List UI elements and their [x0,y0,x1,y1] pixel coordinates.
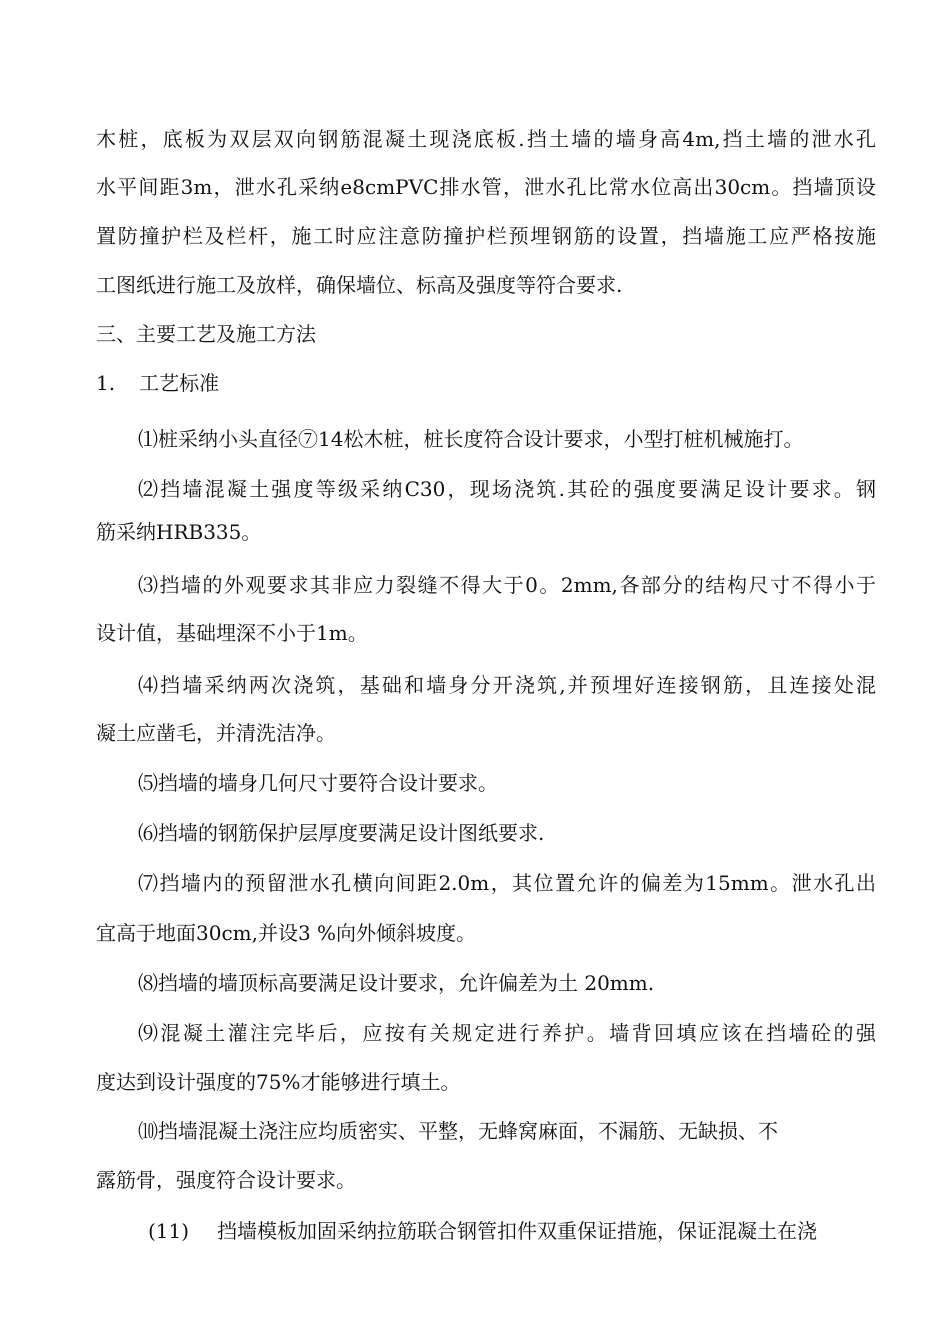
section-heading: 三、主要工艺及施工方法 [96,322,316,346]
item-8-line-1: ⑻挡墙的墙顶标高要满足设计要求，允许偏差为土 20mm. [138,971,655,995]
body-line-2: 水平间距3m，泄水孔采纳e8cmPVC排水管，泄水孔比常水位高出30cm。挡墙顶设 [96,175,876,199]
item-4-line-1: ⑷挡墙采纳两次浇筑，基础和墙身分开浇筑,并预埋好连接钢筋，且连接处混 [138,673,876,697]
item-3-line-2: 设计值，基础埋深不小于1m。 [96,621,368,645]
item-4-line-2: 凝土应凿毛，并清洗洁净。 [96,721,336,745]
subsection-number: 1. [96,371,116,395]
item-10-line-2: 露筋骨，强度符合设计要求。 [96,1168,356,1192]
subsection-heading [96,369,876,397]
item-11-line-1 [148,1217,876,1245]
item-9-line-1: ⑼混凝土灌注完毕后，应按有关规定进行养护。墙背回填应该在挡墙砼的强 [138,1021,876,1045]
item-1-line-1: ⑴桩采纳小头直径⑦14松木桩，桩长度符合设计要求，小型打桩机械施打。 [138,427,804,451]
subsection-title: 工艺标准 [139,371,220,395]
item-6-line-1: ⑹挡墙的钢筋保护层厚度要满足设计图纸要求. [138,821,545,845]
item-11-number: (11) [148,1219,190,1243]
item-11-text: 挡墙模板加固采纳拉筋联合钢管扣件双重保证措施，保证混凝土在浇 [217,1219,818,1243]
item-2-line-2: 筋采纳HRB335。 [96,520,262,544]
body-line-3: 置防撞护栏及栏杆，施工时应注意防撞护栏预埋钢筋的设置，挡墙施工应严格按施 [96,224,876,248]
body-line-1: 木桩，底板为双层双向钢筋混凝土现浇底板.挡土墙的墙身高4m,挡土墙的泄水孔 [96,127,876,151]
item-5-line-1: ⑸挡墙的墙身几何尺寸要符合设计要求。 [138,771,498,795]
item-10-line-1: ⑽挡墙混凝土浇注应均质密实、平整，无蜂窝麻面，不漏筋、无缺损、不 [138,1119,778,1143]
item-7-line-2: 宜高于地面30cm,并设3 %向外倾斜坡度。 [96,921,477,945]
item-7-line-1: ⑺挡墙内的预留泄水孔横向间距2.0m，其位置允许的偏差为15mm。泄水孔出 [138,871,876,895]
item-9-line-2: 度达到设计强度的75%才能够进行填土。 [96,1070,461,1094]
item-2-line-1: ⑵挡墙混凝土强度等级采纳C30，现场浇筑.其砼的强度要满足设计要求。钢 [138,477,876,501]
body-line-4: 工图纸进行施工及放样，确保墙位、标高及强度等符合要求. [96,273,623,297]
item-3-line-1: ⑶挡墙的外观要求其非应力裂缝不得大于0。2mm,各部分的结构尺寸不得小于 [138,573,876,597]
